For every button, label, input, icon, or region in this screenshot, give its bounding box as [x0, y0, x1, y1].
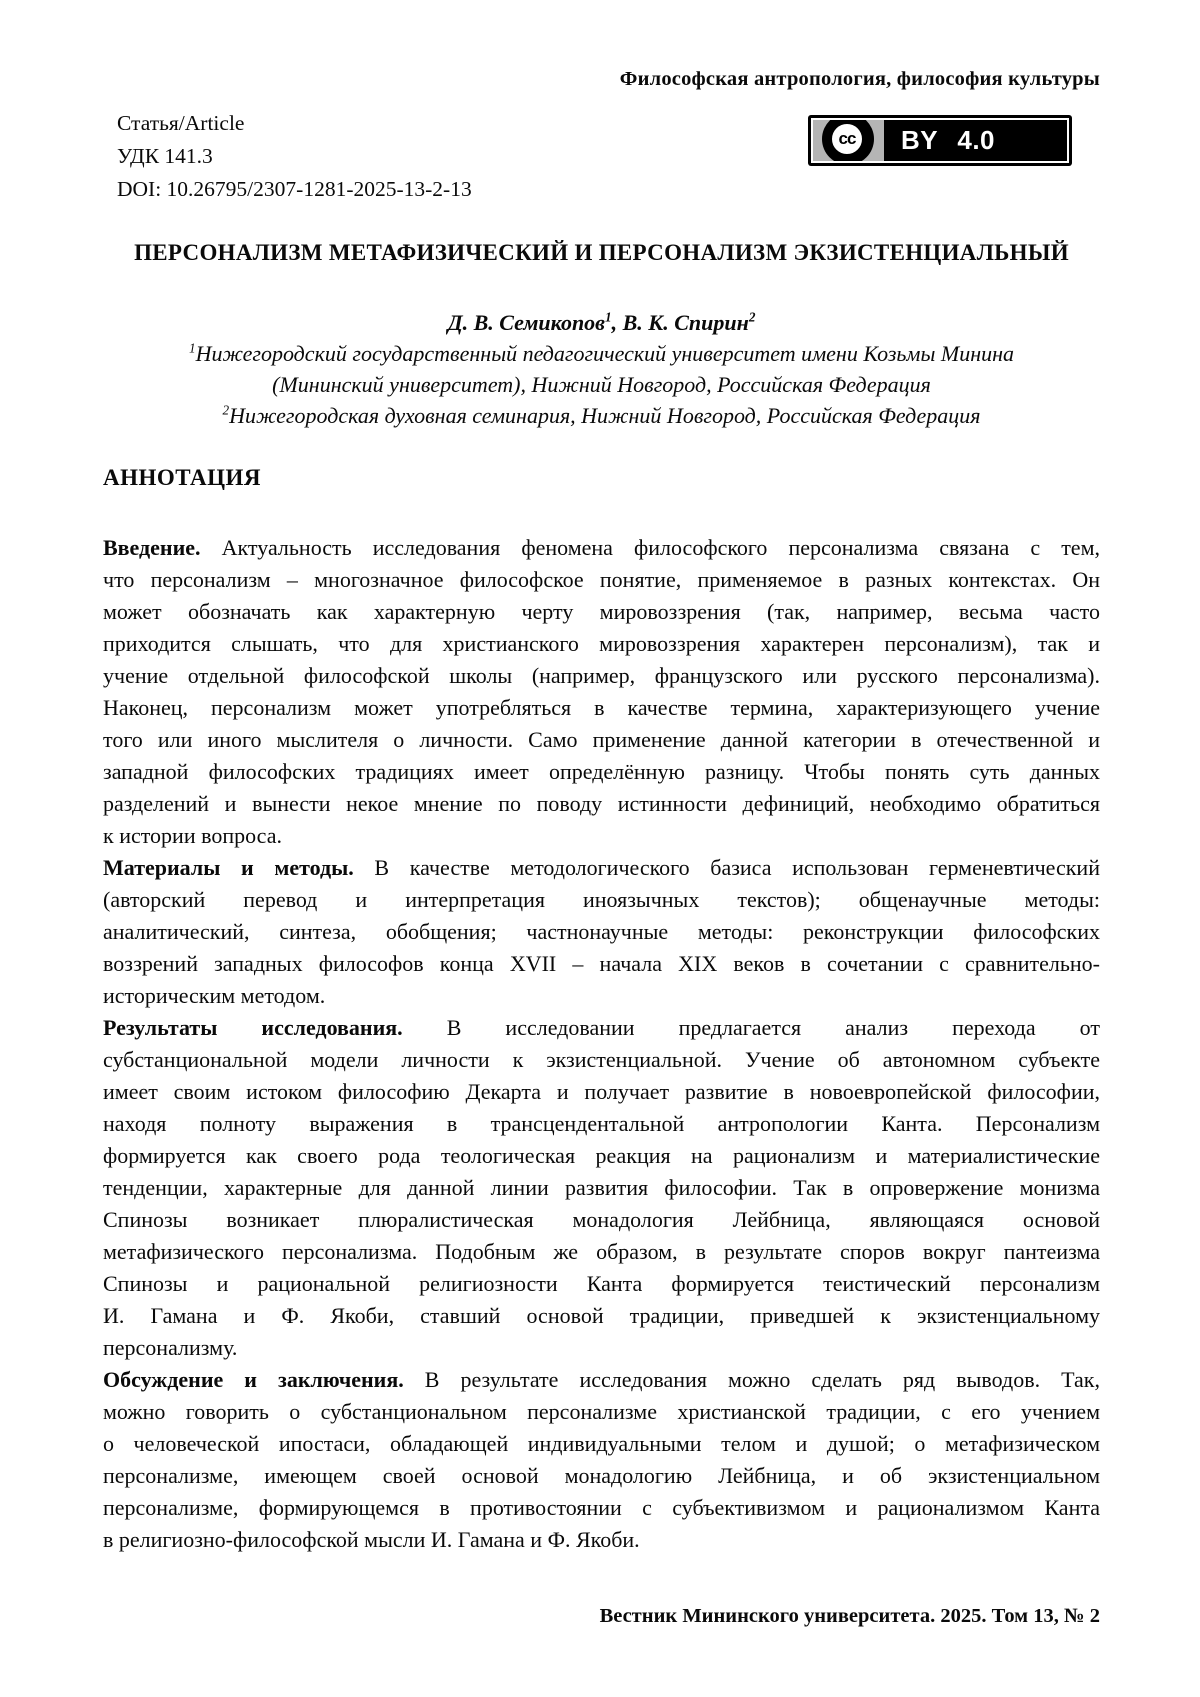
cc-logo-icon [813, 120, 884, 161]
abstract-line: (авторский перевод и интерпретация иноязычных текстов); общенаучные методы: [103, 887, 1100, 912]
author-affiliation-marker: 2 [748, 309, 756, 325]
affiliation-text: Нижегородская духовная семинария, Нижний Новгород, Российская Федерация [229, 403, 981, 428]
affiliation-line [103, 338, 1100, 369]
article-type-label: Статья/Article [117, 111, 245, 135]
abstract-line: метафизического персонализма. Подобным же образом, в результате споров вокруг пантеизма [103, 1239, 1100, 1264]
authors-separator: , [611, 310, 623, 335]
abstract-line: воззрений западных философов конца XVII – начала XIX веков в сочетании с сравнительно- [103, 951, 1100, 976]
article-meta [117, 107, 472, 206]
cc-letters: cc [838, 129, 856, 148]
abstract-line: имеет своим истоком философию Декарта и получает развитие в новоевропейской философии, [103, 1079, 1100, 1104]
paragraph-lead: Обсуждение и заключения. [103, 1367, 404, 1392]
author-name: Д. В. Семикопов [447, 310, 606, 335]
abstract-heading: АННОТАЦИЯ [103, 465, 261, 490]
author-affiliation-marker: 1 [605, 309, 612, 325]
affiliation-marker: 1 [188, 340, 196, 356]
abstract-line: тенденции, характерные для данной линии развития философии. Так в опровержение монизма [103, 1175, 1100, 1200]
abstract-line: можно говорить о субстанциональном персонализме христианской традиции, с его учением [103, 1399, 1100, 1424]
paragraph-lead: Результаты исследования. [103, 1015, 403, 1040]
affiliation-text: (Мининский университет), Нижний Новгород, Российская Федерация [272, 372, 931, 397]
abstract-line: формируется как своего рода теологическая реакция на рационализм и материалистические [103, 1143, 1100, 1168]
abstract-line: приходится слышать, что для христианского мировоззрения характерен персонализм), так и [103, 631, 1100, 656]
paragraph-lead: Материалы и методы. [103, 855, 354, 880]
cc-circle-icon [829, 121, 865, 157]
author-name: В. К. Спирин [622, 310, 749, 335]
cc-by-license-badge [808, 115, 1072, 166]
abstract-line: Спинозы возникает плюралистическая монадология Лейбница, являющаяся основой [103, 1207, 1100, 1232]
abstract-line: к истории вопроса. [103, 823, 282, 848]
paragraph-lead: Введение. [103, 535, 201, 560]
abstract-line: историческим методом. [103, 983, 326, 1008]
abstract-line: о человеческой ипостаси, обладающей индивидуальными телом и душой; о метафизическом [103, 1431, 1100, 1456]
abstract-line: И. Гамана и Ф. Якоби, ставший основой традиции, приведшей к экзистенциальному [103, 1303, 1100, 1328]
cc-badge-frame [811, 118, 1069, 163]
abstract-line: персонализме, имеющем своей основой монадологию Лейбница, и об экзистенциальном [103, 1463, 1100, 1488]
journal-section-header: Философская антропология, философия культуры [619, 68, 1100, 90]
abstract-line: Введение. Актуальность исследования феномена философского персонализма связана с тем, [103, 535, 1100, 560]
affiliation-marker: 2 [222, 402, 230, 418]
abstract-line: учение отдельной философской школы (например, французского или русского персонализма). [103, 663, 1100, 688]
abstract-line: западной философских традициях имеет определённую разницу. Чтобы понять суть данных [103, 759, 1100, 784]
abstract-line: Обсуждение и заключения. В результате исследования можно сделать ряд выводов. Так, [103, 1367, 1100, 1392]
abstract-line: Наконец, персонализм может употребляться в качестве термина, характеризующего учение [103, 695, 1100, 720]
abstract-line: персонализму. [103, 1335, 238, 1360]
authors-line [103, 307, 1100, 339]
abstract-line: Материалы и методы. В качестве методологического базиса использован герменевтический [103, 855, 1100, 880]
journal-footer: Вестник Мининского университета. 2025. Том 13, № 2 [599, 1605, 1100, 1627]
abstract-line: субстанциональной модели личности к экзистенциальной. Учение об автономном субъекте [103, 1047, 1100, 1072]
abstract-line: может обозначать как характерную черту мировоззрения (так, например, весьма часто [103, 599, 1100, 624]
affiliation-line [103, 369, 1100, 400]
affiliations-block [103, 338, 1100, 431]
abstract-line: разделений и вынести некое мнение по поводу истинности дефиниций, необходимо обратиться [103, 791, 1100, 816]
affiliation-text: Нижегородский государственный педагогический университет имени Козьмы Минина [195, 341, 1015, 366]
abstract-line: Спинозы и рациональной религиозности Канта формируется теистический персонализм [103, 1271, 1100, 1296]
udc-label: УДК 141.3 [117, 144, 213, 168]
abstract-line: что персонализм – многозначное философское понятие, применяемое в разных контекстах. Он [103, 567, 1100, 592]
abstract-line: того или иного мыслителя о личности. Само применение данной категории в отечественной и [103, 727, 1100, 752]
abstract-line: аналитический, синтеза, обобщения; частнонаучные методы: реконструкции философских [103, 919, 1100, 944]
article-title: ПЕРСОНАЛИЗМ МЕТАФИЗИЧЕСКИЙ И ПЕРСОНАЛИЗМ ЭКЗИСТЕНЦИАЛЬНЫЙ [134, 240, 1069, 265]
abstract-line: Результаты исследования. В исследовании предлагается анализ перехода от [103, 1015, 1100, 1040]
license-version-label: BY 4.0 [901, 125, 996, 155]
abstract-line: находя полноту выражения в трансцендентальной антропологии Канта. Персонализм [103, 1111, 1100, 1136]
affiliation-line [103, 400, 1100, 431]
doi-label: DOI: 10.26795/2307-1281-2025-13-2-13 [117, 177, 472, 201]
abstract-line: персонализме, формирующемся в противостоянии с субъективизмом и рационализмом Канта [103, 1495, 1100, 1520]
abstract-text [103, 532, 1100, 1556]
abstract-line: в религиозно-философской мысли И. Гамана и Ф. Якоби. [103, 1527, 640, 1552]
